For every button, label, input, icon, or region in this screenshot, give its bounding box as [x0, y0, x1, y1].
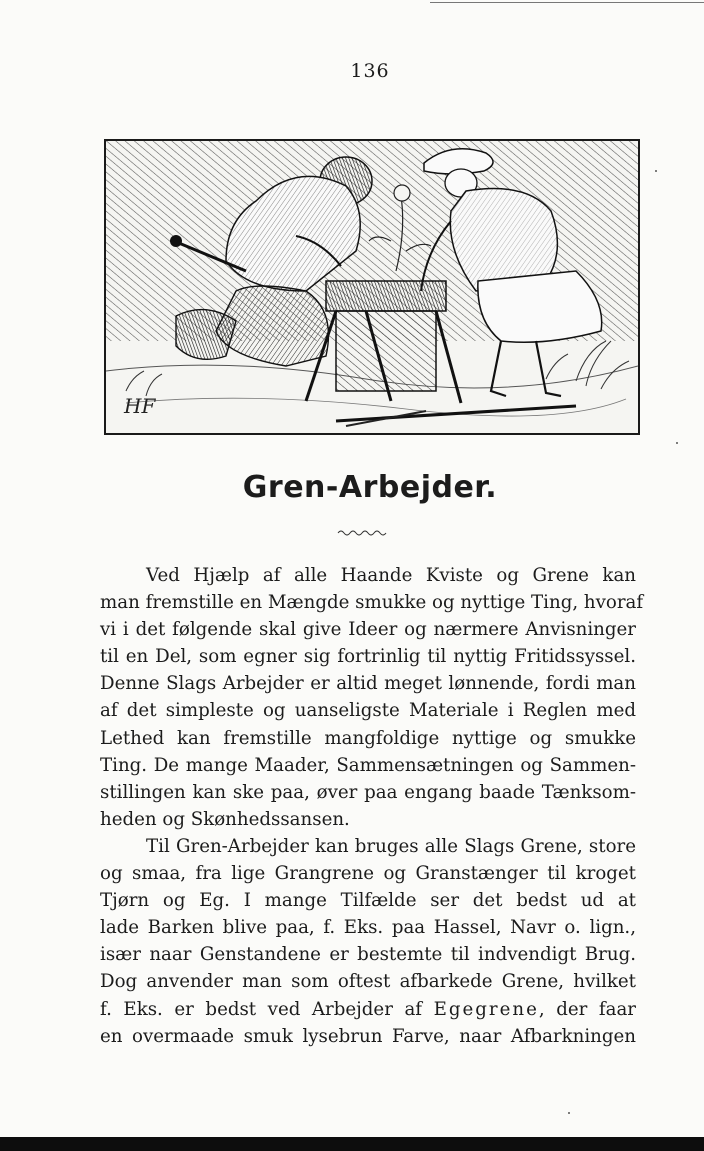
- text-line: Lethed kan fremstille mangfoldige nyttige og smukke: [100, 727, 636, 749]
- text-line: Dog anvender man som oftest afbarkede Grene, hvilket: [100, 971, 636, 993]
- text-line: man fremstille en Mængde smukke og nyttige Ting, hvoraf: [100, 592, 644, 614]
- text-segment: f. Eks. er bedst ved Arbejder af: [100, 998, 423, 1020]
- text-line: lade Barken blive paa, f. Eks. paa Hassel, Navr o. lign.,: [100, 917, 636, 939]
- text-line: og smaa, fra lige Grangrene og Granstænger til kroget: [100, 863, 636, 885]
- text-line: Ting. De mange Maader, Sammensætningen og Sammen-: [100, 754, 636, 776]
- top-edge-rule: [430, 2, 704, 3]
- paper-speck: [676, 442, 678, 444]
- page-number: 136: [350, 60, 390, 82]
- text-line: til en Del, som egner sig fortrinlig til nyttig Fritidssyssel.: [100, 646, 636, 668]
- text-line: heden og Skønhedssansen.: [100, 808, 350, 830]
- spaced-word: Egegrene: [433, 998, 539, 1020]
- text-line: Denne Slags Arbejder er altid meget lønnende, fordi man: [100, 673, 636, 695]
- illustration-signature: HF: [124, 394, 156, 418]
- text-line: [100, 996, 636, 1023]
- text-line: stillingen kan ske paa, øver paa engang baade Tænksom-: [100, 781, 636, 803]
- text-line: især naar Genstandene er bestemte til indvendigt Brug.: [100, 944, 636, 966]
- text-line: Ved Hjælp af alle Haande Kviste og Grene kan: [146, 565, 636, 586]
- paper-speck: [568, 1112, 570, 1114]
- bottom-scan-edge: [0, 1137, 704, 1151]
- text-segment: , der faar: [538, 998, 636, 1020]
- body-text: [100, 562, 644, 1050]
- text-line: Tjørn og Eg. I mange Tilfælde ser det bedst ud at: [100, 890, 636, 912]
- engraving-illustration: [104, 139, 640, 435]
- paper-speck: [655, 170, 657, 172]
- text-line: vi i det følgende skal give Ideer og nærmere Anvisninger: [100, 619, 636, 641]
- text-line: Til Gren-Arbejder kan bruges alle Slags Grene, store: [146, 835, 636, 857]
- engraving-drawing: [106, 141, 638, 433]
- article-title: Gren-Arbejder.: [242, 470, 498, 505]
- title-ornament-squiggle: [336, 527, 396, 539]
- text-line: en overmaade smuk lysebrun Farve, naar Afbarkningen: [100, 1025, 636, 1047]
- text-line: af det simpleste og uanseligste Materiale i Reglen med: [100, 700, 636, 722]
